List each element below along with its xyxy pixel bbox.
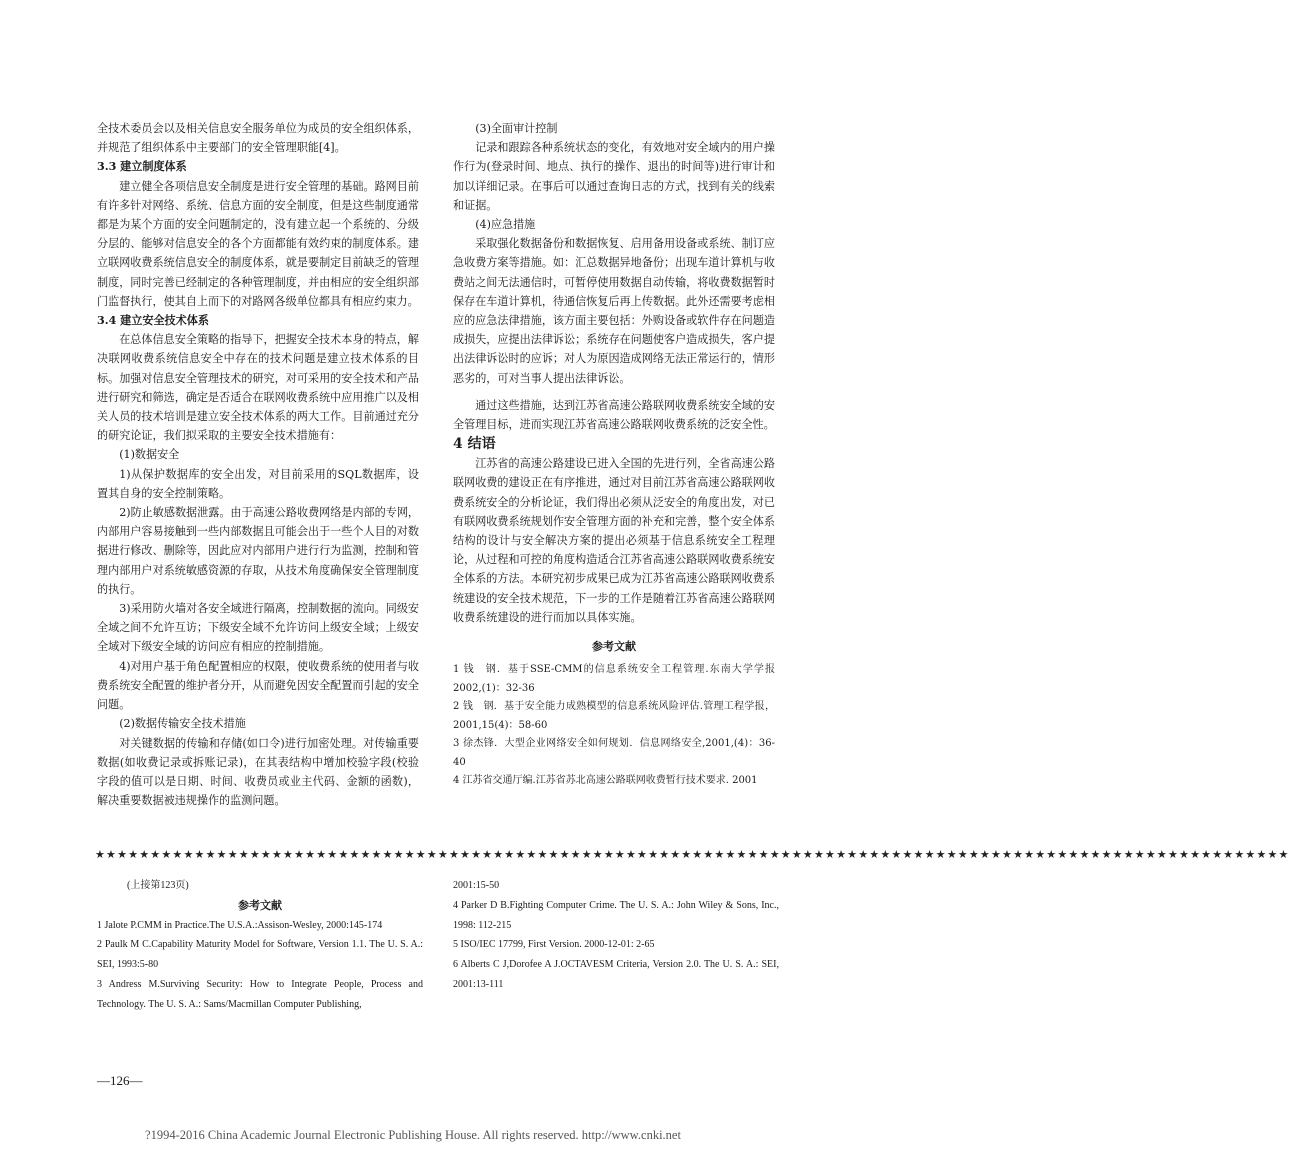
reference-item: 1 钱 钢．基于SSE-CMM的信息系统安全工程管理.东南大学学报 2002,(1)：32-36: [453, 664, 775, 694]
reference-item: 4 江苏省交通厅编.江苏省苏北高速公路联网收费暂行技术要求. 2001: [453, 775, 758, 787]
item-3-title: (3)全面审计控制: [475, 122, 558, 135]
section-3-3-paragraph: 建立健全各项信息安全制度是进行安全管理的基础。路网目前有许多针对网络、系统、信息方面的安全制度，但是这些制度通常都是为某个方面的安全问题制定的，没有建立起一个系统的、分级分层的、能够对信息安全的各个方面都能有效约束的制度体系。建立联网收费系统信息安全的制度体系，就是要制定目前缺乏的管理制度，同时完善已经制定的各种管理制度，并由相应的安全组织部门监督执行，使其自上而下的对路网各级单位都具有相应约束力。: [97, 179, 419, 308]
reference-item: 2 钱 钢．基于安全能力成熟模型的信息系统风险评估.管理工程学报，2001,15(4)：58-60: [453, 701, 775, 731]
bottom-reference-item: 2 Paulk M C.Capability Maturity Model for Software, Version 1.1. The U. S. A.: SEI, 1993:5-80: [97, 939, 423, 971]
right-column: [453, 119, 775, 791]
section-3-4-paragraph: 在总体信息安全策略的指导下，把握安全技术本身的特点，解决联网收费系统信息安全中存在的技术问题是建立技术体系的目标。加强对信息安全管理技术的研究，对可采用的安全技术和产品进行研究和筛选，确定是否适合在联网收费系统中应用推广以及相关人员的技术培训是建立安全技术体系的两大工作。目前通过充分的研究论证，我们拟采取的主要安全技术措施有：: [97, 333, 419, 443]
conclusion-paragraph: 江苏省的高速公路建设已进入全国的先进行列，全省高速公路联网收费的建设正在有序推进，通过对目前江苏省高速公路联网收费系统安全的分析论证，我们得出必须从泛安全的角度出发，对已有联网收费系统规划作安全管理方面的补充和完善，整个安全体系结构的设计与安全解决方案的提出必须基于信息系统安全工程理论，从过程和可控的角度构造适合江苏省高速公路联网收费系统安全体系的方法。本研究初步成果已成为江苏省高速公路联网收费系统建设的安全技术规范，下一步的工作是随着江苏省高速公路联网收费系统建设的进行而加以具体实施。: [453, 457, 775, 624]
bottom-references-title: 参考文献: [238, 898, 282, 912]
section-4-heading: 4 结语: [453, 436, 496, 453]
item-1-point: 3)采用防火墙对各安全域进行隔离，控制数据的流向。同级安全域之间不允许互访；下级安全域不允许访问上级安全域；上级安全域对下级安全域的访问应有相应的控制措施。: [97, 602, 420, 654]
bottom-reference-item: 1 Jalote P.CMM in Practice.The U.S.A.:Assison-Wesley, 2000:145-174: [97, 919, 383, 931]
bottom-reference-item: 2001:15-50: [453, 880, 500, 891]
left-column: [97, 119, 419, 810]
item-2-paragraph: 对关键数据的传输和存储(如口令)进行加密处理。对传输重要数据(如收费记录或拆账记录)，在其表结构中增加校验字段(校验字段的值可以是日期、时间、收费员或业主代码、金额的函数)，解决重要数据被违规操作的监测问题。: [97, 736, 419, 808]
item-3-paragraph: 记录和跟踪各种系统状态的变化，有效地对安全域内的用户操作行为(登录时间、地点、执行的操作、退出的时间等)进行审计和加以详细记录。在事后可以通过查询日志的方式，找到有关的线索和证据。: [453, 141, 775, 212]
reference-item: 3 徐杰锋．大型企业网络安全如何规划．信息网络安全,2001,(4)：36-40: [453, 738, 775, 768]
section-3-4-heading: 3.4 建立安全技术体系: [97, 314, 209, 328]
continuation-note: (上接第123页): [127, 880, 189, 891]
star-divider: ★★★★★★★★★★★★★★★★★★★★★★★★★★★★★★★★★★★★★★★★★★★★★★★★★★★★★★★★★★★★★★★★★★★★★★★★★★★★★★★★★★★★★★★★★★★★★★★★★★★★★★★★★★★★: [95, 848, 1290, 861]
item-4-title: (4)应急措施: [475, 218, 536, 232]
bottom-reference-item: 5 ISO/IEC 17799, First Version. 2000-12-01: 2-65: [453, 939, 655, 951]
page-number: —126—: [97, 1073, 143, 1088]
references-title: 参考文献: [592, 640, 636, 654]
bottom-right-column: [453, 876, 779, 995]
copyright-footer: ?1994-2016 China Academic Journal Electronic Publishing House. All rights reserved. http://www.cnki.net: [145, 1128, 681, 1142]
item-1-title: (1)数据安全: [119, 448, 180, 462]
item-4-paragraph: 采取强化数据备份和数据恢复、启用备用设备或系统、制订应急收费方案等措施。如：汇总数据异地备份；出现车道计算机与收费站之间无法通信时，可暂停使用数据自动传输，将收费数据暂时保存在车道计算机，待通信恢复后再上传数据。此外还需要考虑相应的应急法律措施，该方面主要包括：外购设备或软件存在问题造成损失，应提出法律诉讼；系统存在问题使客户造成损失，客户提出法律诉讼时的应诉；对人为原因造成网络无法正常运行的，情形恶劣的，可对当事人提出法律诉讼。: [453, 237, 775, 385]
item-1-point: 1)从保护数据库的安全出发，对目前采用的SQL数据库，设置其自身的安全控制策略。: [97, 467, 419, 500]
intro-paragraph: 全技术委员会以及相关信息安全服务单位为成员的安全组织体系，并规范了组织体系中主要部门的安全管理职能[4]。: [97, 122, 419, 155]
item-1-point: 2)防止敏感数据泄露。由于高速公路收费网络是内部的专网，内部用户容易接触到一些内部数据且可能会出于一些个人目的对数据进行修改、删除等，因此应对内部用户进行行为监测，控制和管理内部用户对系统敏感资源的存取，从技术角度确保安全管理制度的执行。: [97, 506, 420, 596]
bottom-left-column: [97, 876, 423, 1015]
section-3-3-heading: 3.3 建立制度体系: [97, 160, 187, 174]
bottom-reference-item: 6 Alberts C J,Dorofee A J.OCTAVESM Criteria, Version 2.0. The U. S. A.: SEI, 2001:13-111: [453, 959, 779, 990]
summary-paragraph: 通过这些措施，达到江苏省高速公路联网收费系统安全域的安全管理目标，进而实现江苏省高速公路联网收费系统的泛安全性。: [453, 398, 775, 432]
item-1-point: 4)对用户基于角色配置相应的权限，使收费系统的使用者与收费系统安全配置的维护者分开，从而避免因安全配置而引起的安全问题。: [97, 659, 420, 712]
item-2-title: (2)数据传输安全技术措施: [119, 717, 246, 731]
bottom-reference-item: 3 Andress M.Surviving Security: How to Integrate People, Process and Technology. The U. S. A.: Sams/Macmillan Computer Publishing,: [97, 978, 423, 1010]
bottom-reference-item: 4 Parker D B.Fighting Computer Crime. The U. S. A.: John Wiley & Sons, Inc., 1998: 112-215: [453, 899, 779, 931]
